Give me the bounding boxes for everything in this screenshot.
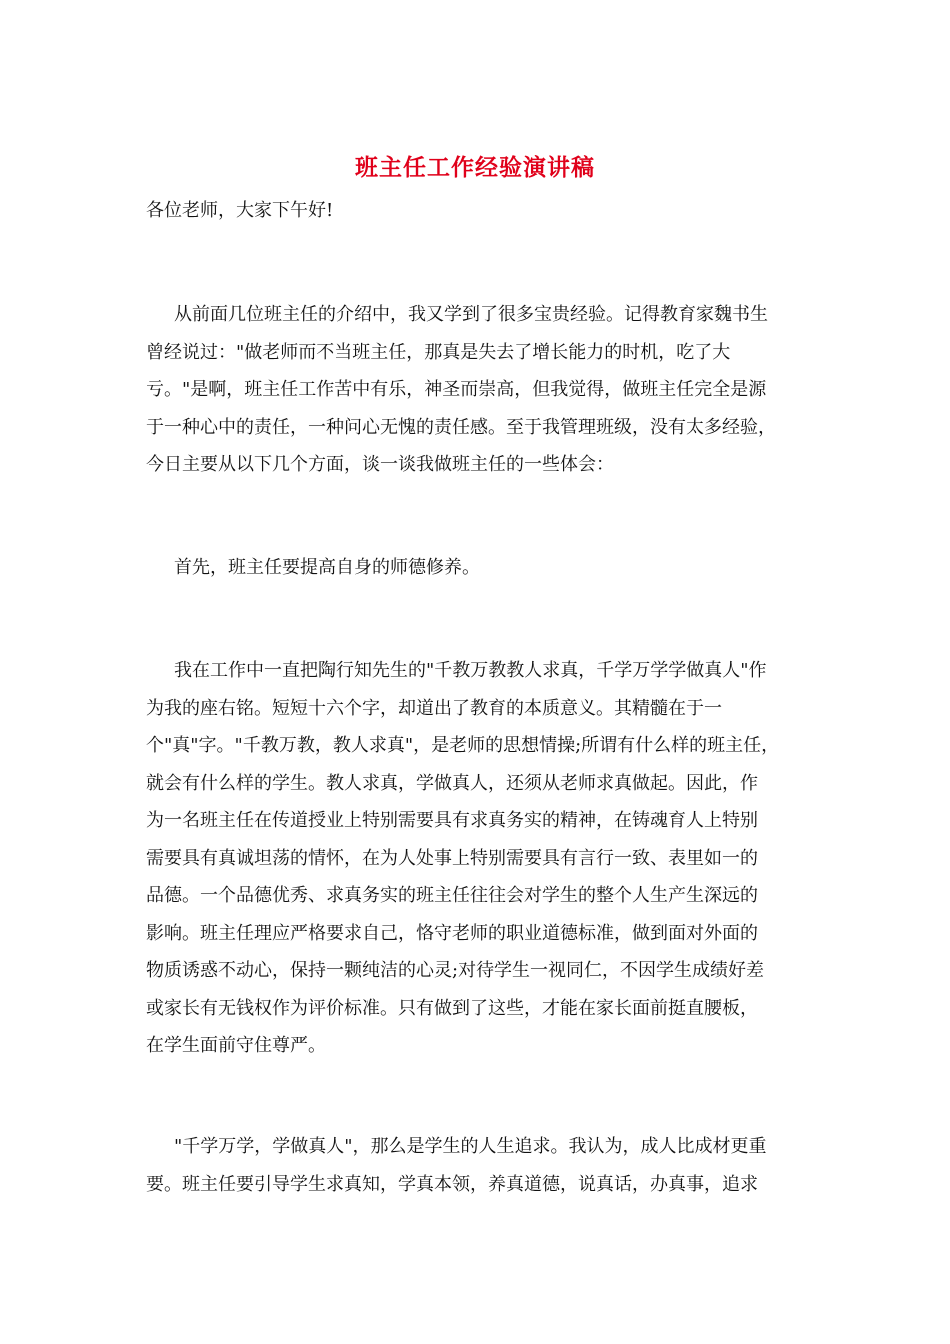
paragraph-intro [146,296,806,484]
paragraph-line: 或家长有无钱权作为评价标准。只有做到了这些，才能在家长面前挺直腰板， [146,997,758,1019]
paragraph-line: 需要具有真诚坦荡的情怀，在为人处事上特别需要具有言行一致、表里如一的 [146,847,758,869]
paragraph-line: 为我的座右铭。短短十六个字，却道出了教育的本质意义。其精髓在于一 [146,697,722,719]
paragraph-motto [146,652,806,1065]
paragraph-line: 品德。一个品德优秀、求真务实的班主任往往会对学生的整个人生产生深远的 [146,885,758,906]
paragraph-line: 影响。班主任理应严格要求自己，恪守老师的职业道德标准，做到面对外面的 [146,922,758,944]
paragraph-line: 就会有什么样的学生。教人求真，学做真人，还须从老师求真做起。因此，作 [146,772,758,794]
greeting: 各位老师，大家下午好! [146,200,334,221]
paragraph-line: 个"真"字。"千教万教，教人求真"，是老师的思想情操;所谓有什么样的班主任， [146,735,780,756]
paragraph-line: 从前面几位班主任的介绍中，我又学到了很多宝贵经验。记得教育家魏书生 [174,304,768,325]
paragraph-line: 亏。"是啊，班主任工作苦中有乐，神圣而崇高，但我觉得，做班主任完全是源 [146,379,767,400]
paragraph-student-pursuit [146,1128,806,1203]
paragraph-line: "千学万学，学做真人"，那么是学生的人生追求。我认为，成人比成材更重 [174,1136,767,1157]
paragraph-line: 今日主要从以下几个方面，谈一谈我做班主任的一些体会： [146,454,614,475]
paragraph-line: 于一种心中的责任，一种问心无愧的责任感。至于我管理班级，没有太多经验， [146,416,776,438]
paragraph-line: 在学生面前守住尊严。 [146,1035,326,1056]
paragraph-line: 首先，班主任要提高自身的师德修养。 [174,557,480,578]
paragraph-line: 为一名班主任在传道授业上特别需要具有求真务实的精神，在铸魂育人上特别 [146,810,758,831]
paragraph-line: 要。班主任要引导学生求真知，学真本领，养真道德，说真话，办真事，追求 [146,1173,758,1195]
paragraph-line: 曾经说过："做老师而不当班主任，那真是失去了增长能力的时机，吃了大 [146,341,731,363]
document-title: 班主任工作经验演讲稿 [355,154,595,181]
paragraph-line: 物质诱惑不动心，保持一颗纯洁的心灵;对待学生一视同仁，不因学生成绩好差 [146,960,765,981]
paragraph-line: 我在工作中一直把陶行知先生的"千教万教教人求真，千学万学学做真人"作 [174,660,767,681]
paragraph-first-point [146,549,806,587]
